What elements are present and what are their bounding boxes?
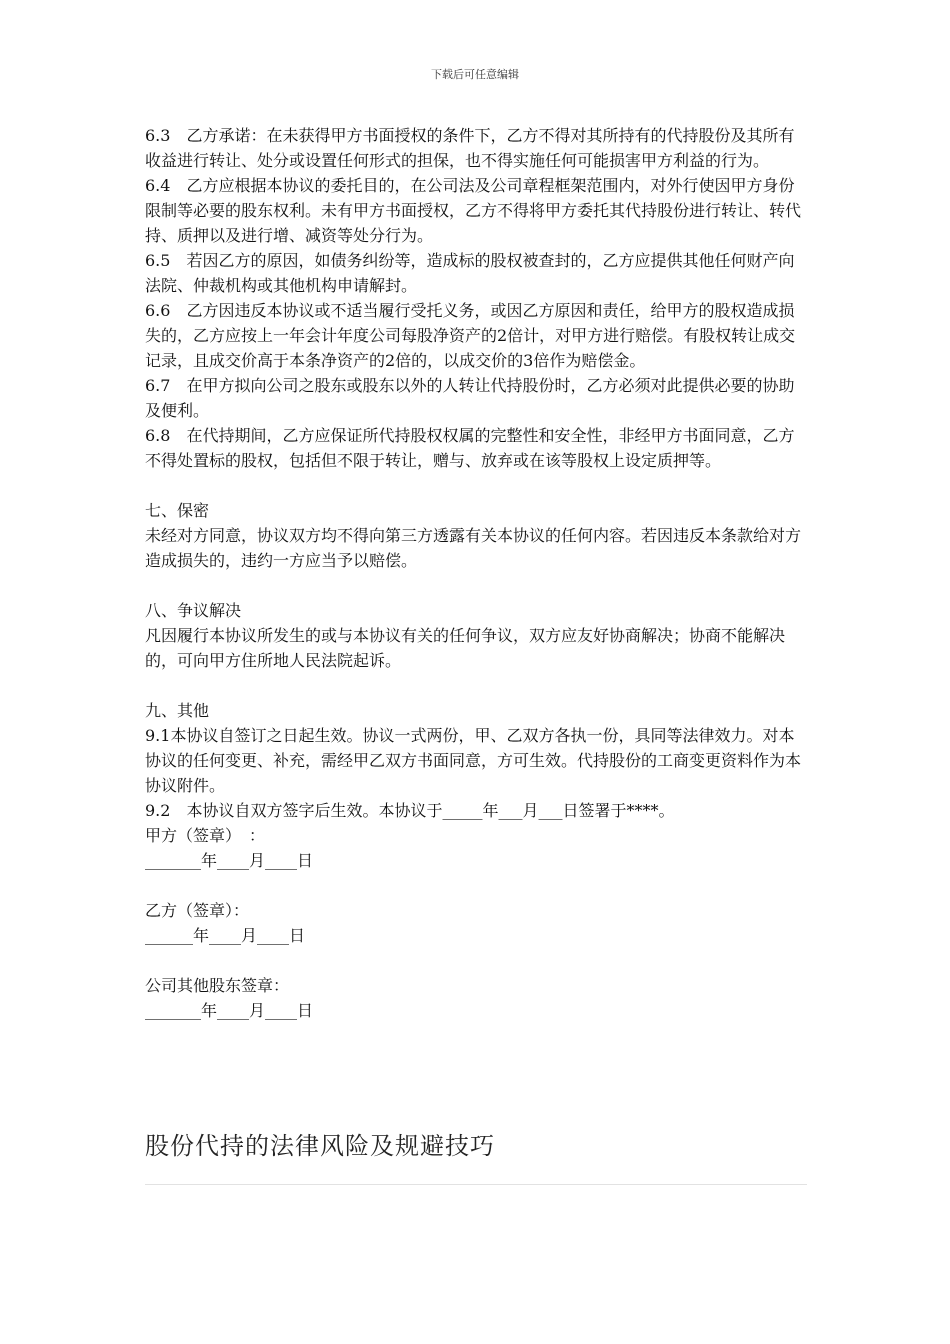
- party-a-date-line: _______年____月____日: [145, 851, 314, 870]
- other-shareholders-date-line: _______年____月____日: [145, 1001, 314, 1020]
- section-8-heading: 八、争议解决: [145, 601, 242, 620]
- section-7-heading: 七、保密: [145, 501, 210, 520]
- article-title: 股份代持的法律风险及规避技巧: [145, 1132, 495, 1160]
- spacer: [145, 873, 810, 898]
- section-9-heading: 九、其他: [145, 701, 210, 720]
- clause-6-7: 6.7 在甲方拟向公司之股东或股东以外的人转让代持股份时，乙方必须对此提供必要的协助及便利。: [145, 376, 795, 420]
- section-8-body: 凡因履行本协议所发生的或与本协议有关的任何争议，双方应友好协商解决；协商不能解决的，可向甲方住所地人民法院起诉。: [145, 626, 786, 670]
- clause-9-2: 9.2 本协议自双方签字后生效。本协议于_____年___月___日签署于****。: [145, 801, 675, 820]
- clause-6-8: 6.8 在代持期间，乙方应保证所代持股权权属的完整性和安全性，非经甲方书面同意，乙方不得处置标的股权，包括但不限于转让，赠与、放弃或在该等股权上设定质押等。: [145, 426, 795, 470]
- clause-6-6: 6.6 乙方因违反本协议或不适当履行受托义务，或因乙方原因和责任，给甲方的股权造成损失的，乙方应按上一年会计年度公司每股净资产的2倍计，对甲方进行赔偿。有股权转让成交记录，且成交价高于本条净资产的2倍的，以成交价的3倍作为赔偿金。: [145, 301, 796, 370]
- clause-6-4: 6.4 乙方应根据本协议的委托目的，在公司法及公司章程框架范围内，对外行使因甲方身份限制等必要的股东权利。未有甲方书面授权，乙方不得将甲方委托其代持股份进行转让、转代持、质押以及进行增、减资等处分行为。: [145, 176, 802, 245]
- page-header: 下载后可任意编辑: [431, 68, 519, 81]
- party-b-date-line: ______年____月____日: [145, 926, 306, 945]
- title-divider: [145, 1184, 807, 1185]
- clause-6-5: 6.5 若因乙方的原因，如债务纠纷等，造成标的股权被查封的，乙方应提供其他任何财产向法院、仲裁机构或其他机构申请解封。: [145, 251, 795, 295]
- other-shareholders-signature-label: 公司其他股东签章：: [145, 976, 290, 995]
- section-7-body: 未经对方同意，协议双方均不得向第三方透露有关本协议的任何内容。若因违反本条款给对方造成损失的，违约一方应当予以赔偿。: [145, 526, 802, 570]
- clause-6-3: 6.3 乙方承诺：在未获得甲方书面授权的条件下，乙方不得对其所持有的代持股份及其所有收益进行转让、处分或设置任何形式的担保，也不得实施任何可能损害甲方利益的行为。: [145, 126, 795, 170]
- party-b-signature-label: 乙方（签章）：: [145, 901, 250, 920]
- document-body: [145, 123, 810, 1023]
- spacer: [145, 573, 810, 598]
- clause-9-1: 9.1本协议自签订之日起生效。协议一式两份，甲、乙双方各执一份，具同等法律效力。对本协议的任何变更、补充，需经甲乙双方书面同意，方可生效。代持股份的工商变更资料作为本协议附件。: [145, 726, 802, 795]
- spacer: [145, 473, 810, 498]
- spacer: [145, 948, 810, 973]
- spacer: [145, 673, 810, 698]
- party-a-signature-label: 甲方（签章） ：: [145, 826, 266, 845]
